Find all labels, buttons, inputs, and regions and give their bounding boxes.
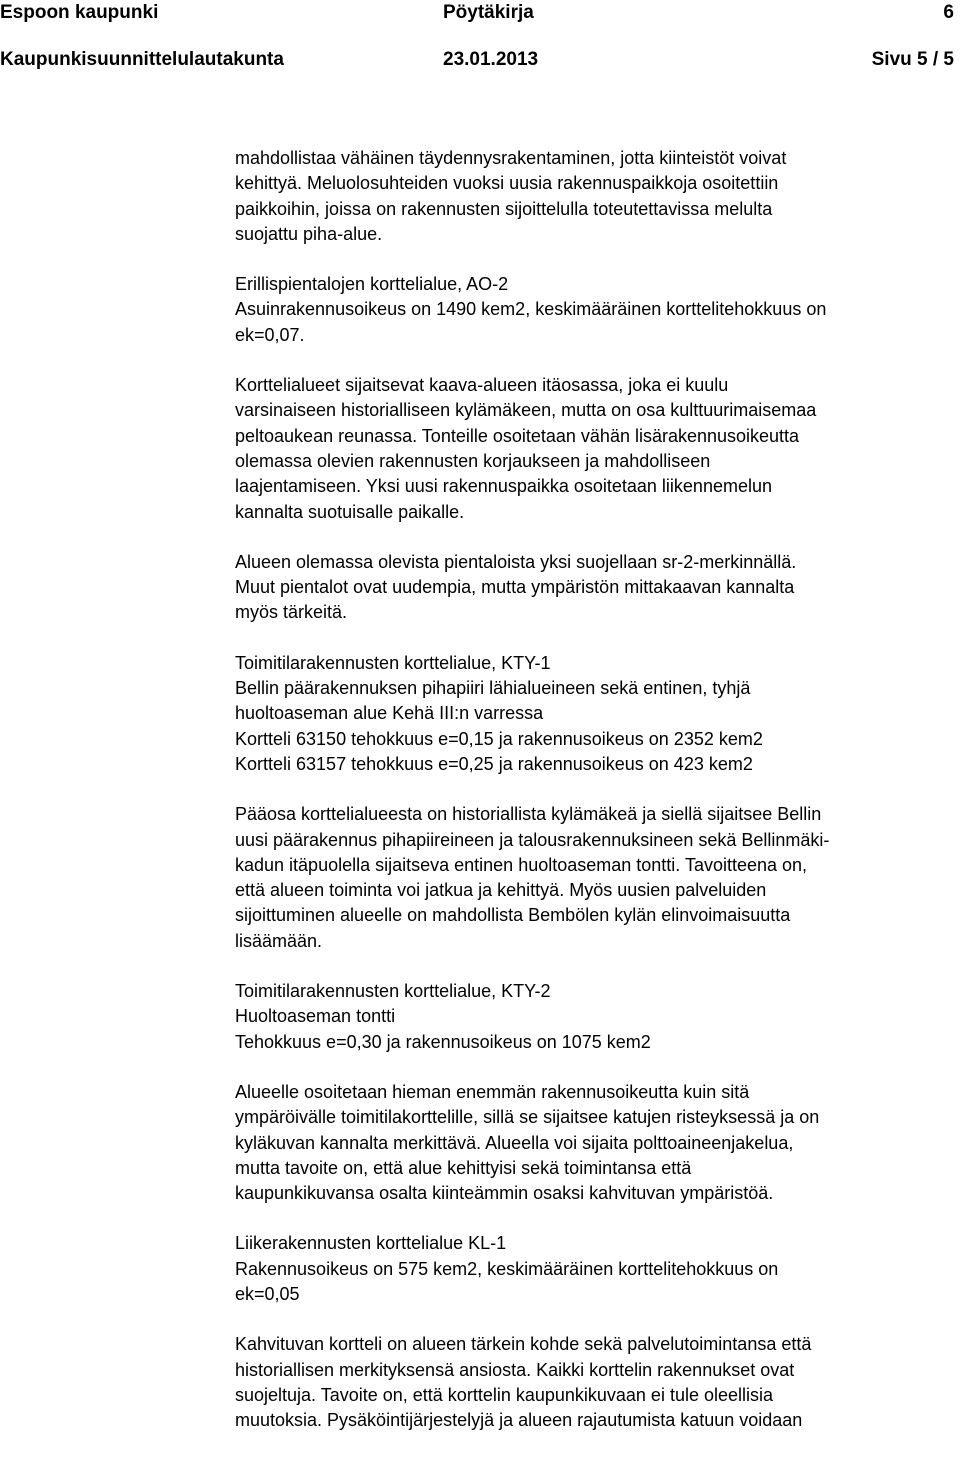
text-line: peltoaukean reunassa. Tonteille osoitetaan vähän lisärakennusoikeutta <box>235 425 800 446</box>
text-line: sijoittuminen alueelle on mahdollista Bembölen kylän elinvoimaisuutta <box>235 905 791 926</box>
text-line: olemassa olevien rakennusten korjaukseen ja mahdolliseen <box>235 450 711 471</box>
paragraph <box>235 373 957 525</box>
text-line: kyläkuvan kannalta merkittävä. Alueella voi sijaita polttoaineenjakelua, <box>235 1132 794 1153</box>
item-number: 6 <box>943 2 954 23</box>
text-line: mahdollistaa vähäinen täydennysrakentaminen, jotta kiinteistöt voivat <box>235 148 787 168</box>
text-line: suojattu piha-alue. <box>235 223 383 244</box>
text-line: kehittyä. Meluolosuhteiden vuoksi uusia rakennuspaikkoja osoitettiin <box>235 173 779 194</box>
paragraph <box>235 651 957 777</box>
text-line: paikkoihin, joissa on rakennusten sijoittelulla toteutettavissa melulta <box>235 198 773 219</box>
paragraph <box>235 979 957 1055</box>
text-line: myös tärkeitä. <box>235 602 348 623</box>
text-line: laajentamiseen. Yksi uusi rakennuspaikka osoitetaan liikennemelun <box>235 476 772 497</box>
text-line: huoltoaseman alue Kehä III:n varressa <box>235 703 544 724</box>
text-line: Toimitilarakennusten korttelialue, KTY-1 <box>235 652 551 673</box>
text-line: Erillispientalojen korttelialue, AO-2 <box>235 274 509 295</box>
text-line: Alueelle osoitetaan hieman enemmän rakennusoikeutta kuin sitä <box>235 1081 750 1102</box>
page-number: Sivu 5 / 5 <box>871 49 954 70</box>
text-line: ek=0,07. <box>235 324 305 345</box>
paragraph <box>235 146 957 247</box>
paragraph <box>235 1231 957 1307</box>
text-line: uusi päärakennus pihapiireineen ja talousrakennuksineen sekä Bellinmäki- <box>235 829 830 850</box>
text-line: Huoltoaseman tontti <box>235 1006 396 1027</box>
text-line: Toimitilarakennusten korttelialue, KTY-2 <box>235 981 551 1002</box>
text-line: Liikerakennusten korttelialue KL-1 <box>235 1233 507 1254</box>
text-line: Alueen olemassa olevista pientaloista yksi suojellaan sr-2-merkinnällä. <box>235 551 797 572</box>
paragraph <box>235 1080 957 1206</box>
text-line: Pääosa korttelialueesta on historiallista kylämäkeä ja siellä sijaitsee Bellin <box>235 804 822 825</box>
text-line: historiallisen merkityksensä ansiosta. Kaikki korttelin rakennukset ovat <box>235 1359 795 1380</box>
header-row-2 <box>0 47 960 75</box>
text-line: muutoksia. Pysäköintijärjestelyjä ja alueen rajautumista katuun voidaan <box>235 1410 803 1431</box>
text-line: Bellin päärakennuksen pihapiiri lähialueineen sekä entinen, tyhjä <box>235 678 751 699</box>
meeting-date: 23.01.2013 <box>443 49 539 70</box>
header-row-1 <box>0 0 960 28</box>
text-line: lisäämään. <box>235 930 323 951</box>
committee-name: Kaupunkisuunnittelulautakunta <box>0 49 284 70</box>
text-line: Korttelialueet sijaitsevat kaava-alueen itäosassa, joka ei kuulu <box>235 375 729 396</box>
document-type: Pöytäkirja <box>443 2 534 23</box>
text-line: ympäröivälle toimitilakorttelille, sillä se sijaitsee katujen risteyksessä ja on <box>235 1107 820 1128</box>
document-body <box>235 146 957 1458</box>
text-line: ek=0,05 <box>235 1283 300 1304</box>
text-line: Kortteli 63150 tehokkuus e=0,15 ja rakennusoikeus on 2352 kem2 <box>235 728 763 749</box>
text-line: Tehokkuus e=0,30 ja rakennusoikeus on 1075 kem2 <box>235 1031 651 1052</box>
text-line: Rakennusoikeus on 575 kem2, keskimääräinen korttelitehokkuus on <box>235 1258 779 1279</box>
paragraph <box>235 550 957 626</box>
text-line: Kortteli 63157 tehokkuus e=0,25 ja rakennusoikeus on 423 kem2 <box>235 753 753 774</box>
text-line: suojeltuja. Tavoite on, että korttelin kaupunkikuvaan ei tule oleellisia <box>235 1384 774 1405</box>
text-line: varsinaiseen historialliseen kylämäkeen, mutta on osa kulttuurimaisemaa <box>235 400 817 421</box>
text-line: mutta tavoite on, että alue kehittyisi sekä toimintansa että <box>235 1157 692 1178</box>
paragraph <box>235 802 957 954</box>
paragraph <box>235 272 957 348</box>
org-name: Espoon kaupunki <box>0 2 159 23</box>
text-line: Muut pientalot ovat uudempia, mutta ympäristön mittakaavan kannalta <box>235 577 795 598</box>
text-line: Asuinrakennusoikeus on 1490 kem2, keskimääräinen korttelitehokkuus on <box>235 299 827 320</box>
text-line: että alueen toiminta voi jatkua ja kehittyä. Myös uusien palveluiden <box>235 880 767 901</box>
text-line: kannalta suotuisalle paikalle. <box>235 501 465 522</box>
text-line: Kahvituvan kortteli on alueen tärkein kohde sekä palvelutoimintansa että <box>235 1334 812 1355</box>
text-line: kadun itäpuolella sijaitseva entinen huoltoaseman tontti. Tavoitteena on, <box>235 854 808 875</box>
text-line: kaupunkikuvansa osalta kiinteämmin osaksi kahvituvan ympäristöä. <box>235 1183 774 1204</box>
paragraph <box>235 1332 957 1433</box>
